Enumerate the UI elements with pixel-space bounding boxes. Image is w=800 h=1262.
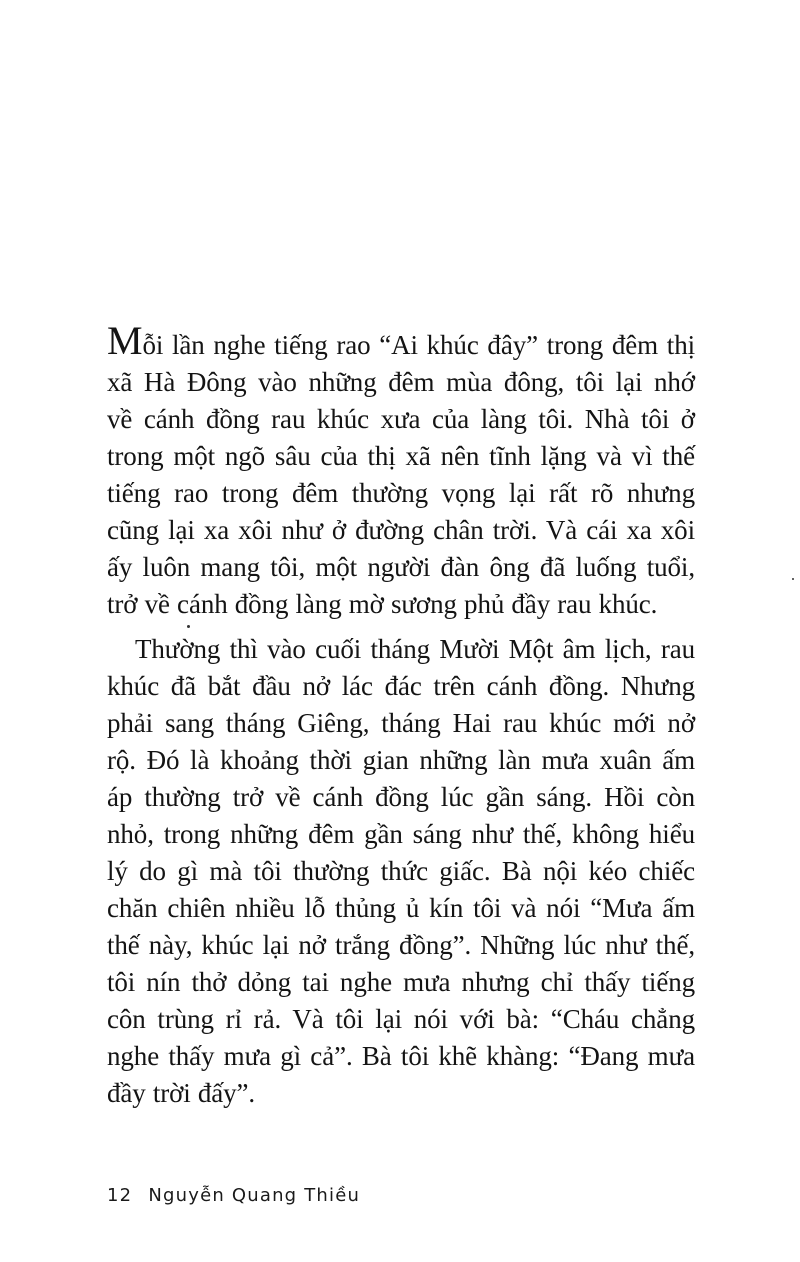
text-line: đầy trời đấy”.: [107, 1078, 256, 1108]
text-line: trở về cánh đồng làng mờ sương phủ đầy rau khúc.: [107, 589, 658, 619]
text-line: cũng lại xa xôi như ở đường chân trời. Và cái xa xôi: [107, 515, 695, 545]
print-speck: [792, 578, 794, 580]
text-line: nhỏ, trong những đêm gần sáng như thế, không hiểu: [107, 819, 695, 849]
text-line: ấy luôn mang tôi, một người đàn ông đã luống tuổi,: [107, 552, 695, 582]
drop-cap: M: [107, 318, 143, 363]
text-line: khúc đã bắt đầu nở lác đác trên cánh đồng. Nhưng: [107, 671, 695, 701]
text-line: xã Hà Đông vào những đêm mùa đông, tôi lại nhớ: [107, 367, 695, 397]
paragraph-1: [107, 318, 695, 623]
text-line: nghe thấy mưa gì cả”. Bà tôi khẽ khàng: “Đang mưa: [107, 1041, 695, 1071]
text-line: Mỗi lần nghe tiếng rao “Ai khúc đây” trong đêm thị: [107, 318, 695, 363]
text-line: Thường thì vào cuối tháng Mười Một âm lịch, rau: [135, 634, 695, 664]
text-line: côn trùng rỉ rả. Và tôi lại nói với bà: “Cháu chẳng: [107, 1004, 695, 1034]
text-line: về cánh đồng rau khúc xưa của làng tôi. Nhà tôi ở: [107, 404, 695, 434]
page-number: 12: [107, 1185, 133, 1206]
body-text: [107, 318, 695, 1112]
print-speck: [187, 625, 190, 628]
author-name: Nguyễn Quang Thiều: [148, 1185, 361, 1206]
text-line: tôi nín thở dỏng tai nghe mưa nhưng chỉ thấy tiếng: [107, 967, 695, 997]
text-line: phải sang tháng Giêng, tháng Hai rau khúc mới nở: [107, 708, 695, 738]
text-line: rộ. Đó là khoảng thời gian những làn mưa xuân ấm: [107, 745, 695, 775]
text-line: thế này, khúc lại nở trắng đồng”. Những lúc như thế,: [107, 930, 695, 960]
text-line: áp thường trở về cánh đồng lúc gần sáng. Hồi còn: [107, 782, 695, 812]
paragraph-2: [107, 631, 695, 1112]
page-footer: [107, 1185, 360, 1206]
text-line: chăn chiên nhiều lỗ thủng ủ kín tôi và nói “Mưa ấm: [107, 893, 695, 923]
text-line: tiếng rao trong đêm thường vọng lại rất rõ nhưng: [107, 478, 695, 508]
text-line: lý do gì mà tôi thường thức giấc. Bà nội kéo chiếc: [107, 856, 695, 886]
text-line: trong một ngõ sâu của thị xã nên tĩnh lặng và vì thế: [107, 441, 695, 471]
